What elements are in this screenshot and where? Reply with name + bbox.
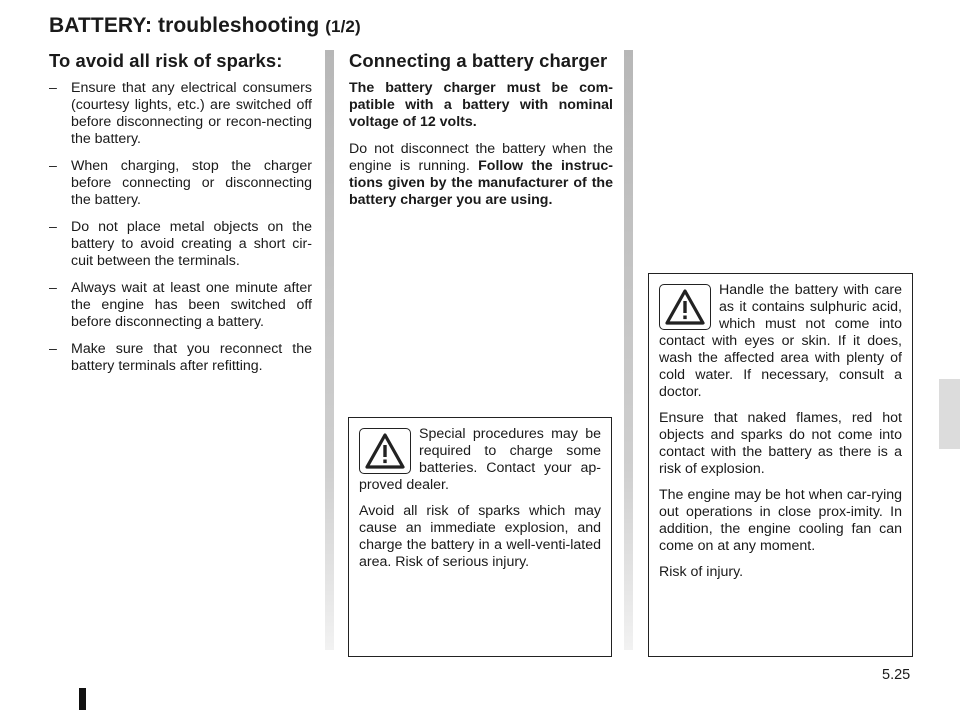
chapter-side-tab — [939, 379, 960, 449]
page-number: 5.25 — [882, 667, 911, 683]
list-item: – Make sure that you reconnect the battery terminals after refitting. — [49, 341, 312, 375]
page-title — [49, 14, 361, 38]
charger-heading: Connecting a battery charger — [349, 50, 608, 71]
warning-text: Special procedures may be required to charge some batteries. Contact your ap-proved dealer. — [359, 426, 601, 493]
warning-text: Handle the battery with care as it contains sulphuric acid, which must not come into contact with eyes or skin. If it does, wash the affected area with plenty of cold water. If necessary, consult a doctor. — [659, 282, 902, 400]
warning-text: The engine may be hot when car-rying out operations in close prox-imity. In addition, the engine cooling fan can come on at any moment. — [659, 487, 902, 554]
charger-voltage-note: The battery charger must be com-patible with a battery with nominal voltage of 12 volts. — [349, 80, 613, 130]
list-item: – Do not place metal objects on the battery to avoid creating a short cir-cuit between the terminals. — [49, 219, 312, 270]
page-title-text: BATTERY: troubleshooting — [49, 14, 320, 37]
list-item: – Ensure that any electrical consumers (courtesy lights, etc.) are switched off before disconnecting or recon-necting the battery. — [49, 80, 312, 148]
sparks-list — [49, 80, 312, 375]
page-title-suffix: (1/2) — [325, 17, 361, 36]
column-divider-left — [325, 50, 334, 650]
warning-text: Ensure that naked flames, red hot objects and sparks do not come into contact with the battery as there is a risk of explosion. — [659, 410, 902, 477]
left-column — [49, 50, 312, 385]
charger-instructions-plain: Do not disconnect the battery when the engine is running. — [349, 141, 613, 174]
charger-instructions — [349, 141, 613, 209]
sparks-heading: To avoid all risk of sparks: — [49, 50, 283, 71]
list-item: – When charging, stop the charger before connecting or disconnecting the battery. — [49, 158, 312, 209]
warning-triangle-icon — [659, 284, 711, 330]
warning-text: Avoid all risk of sparks which may cause an immediate explosion, and charge the battery in a well-venti-lated area. Risk of serious injury. — [359, 503, 601, 570]
corner-marker — [79, 688, 86, 710]
acid-warning-box — [648, 273, 913, 657]
warning-text: Risk of injury. — [659, 564, 744, 580]
middle-column — [349, 50, 613, 219]
warning-triangle-icon — [359, 428, 411, 474]
column-divider-right — [624, 50, 633, 650]
charger-instructions-bold: Follow the instruc-tions given by the manufacturer of the battery charger you are using. — [349, 158, 613, 208]
charging-warning-box — [348, 417, 612, 657]
list-item: – Always wait at least one minute after the engine has been switched off before disconnecting a battery. — [49, 280, 312, 331]
